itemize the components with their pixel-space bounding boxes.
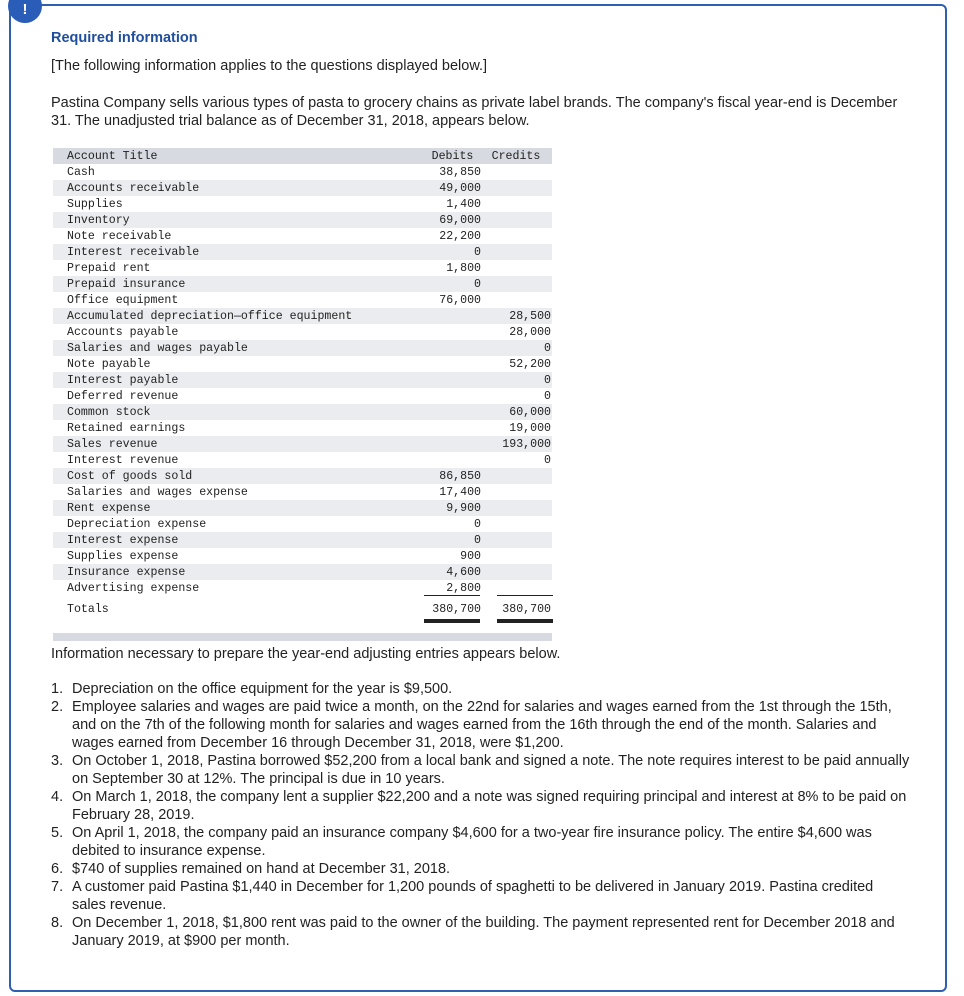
account-title-cell: Deferred revenue bbox=[67, 389, 179, 403]
credit-cell: 0 bbox=[544, 373, 551, 387]
table-row bbox=[53, 420, 552, 436]
alert-icon: ! bbox=[8, 0, 42, 23]
table-row bbox=[53, 340, 552, 356]
debit-cell: 4,600 bbox=[446, 565, 481, 579]
table-row bbox=[53, 372, 552, 388]
trial-balance-footer-bar bbox=[53, 633, 552, 641]
credit-cell: 0 bbox=[544, 453, 551, 467]
credit-cell: 0 bbox=[544, 341, 551, 355]
adjustments-list bbox=[51, 680, 911, 950]
totals-credit: 380,700 bbox=[502, 602, 551, 616]
debit-cell: 86,850 bbox=[439, 469, 481, 483]
account-title-cell: Accounts payable bbox=[67, 325, 179, 339]
table-row bbox=[53, 484, 552, 500]
account-title-cell: Rent expense bbox=[67, 501, 151, 515]
list-item-number: 3. bbox=[51, 753, 64, 769]
list-item-number: 2. bbox=[51, 699, 64, 715]
list-item-text: On March 1, 2018, the company lent a supplier $22,200 and a note was signed requiring principal and interest at 8% to be paid on February 28, 2019. bbox=[72, 789, 907, 823]
debit-cell: 0 bbox=[474, 533, 481, 547]
credit-cell: 0 bbox=[544, 389, 551, 403]
debit-cell: 69,000 bbox=[439, 213, 481, 227]
table-row bbox=[53, 580, 552, 596]
credit-cell: 52,200 bbox=[509, 357, 551, 371]
debit-cell: 2,800 bbox=[446, 581, 481, 595]
credit-total-double-rule bbox=[497, 619, 553, 623]
account-title-cell: Sales revenue bbox=[67, 437, 158, 451]
table-row bbox=[53, 468, 552, 484]
credit-total-rule bbox=[497, 595, 553, 596]
table-row bbox=[53, 404, 552, 420]
account-title-cell: Interest receivable bbox=[67, 245, 200, 259]
table-row bbox=[53, 212, 552, 228]
trial-balance-table bbox=[53, 148, 552, 622]
table-row bbox=[53, 244, 552, 260]
list-item-text: On December 1, 2018, $1,800 rent was paid to the owner of the building. The payment represented rent for December 2018 and January 2019, at $900 per month. bbox=[72, 915, 895, 949]
list-item-number: 7. bbox=[51, 879, 64, 895]
account-title-cell: Cost of goods sold bbox=[67, 469, 193, 483]
list-item-text: On October 1, 2018, Pastina borrowed $52,200 from a local bank and signed a note. The note requires interest to be paid annually on September 30 at 12%. The principal is due in 10 years. bbox=[72, 753, 910, 787]
header-credits: Credits bbox=[491, 149, 541, 163]
debit-cell: 1,800 bbox=[446, 261, 481, 275]
debit-cell: 9,900 bbox=[446, 501, 481, 515]
table-row bbox=[53, 308, 552, 324]
credit-cell: 28,000 bbox=[509, 325, 551, 339]
list-item bbox=[51, 824, 911, 860]
table-row bbox=[53, 500, 552, 516]
table-row bbox=[53, 388, 552, 404]
account-title-cell: Retained earnings bbox=[67, 421, 186, 435]
table-row bbox=[53, 196, 552, 212]
credit-cell: 28,500 bbox=[509, 309, 551, 323]
account-title-cell: Salaries and wages expense bbox=[67, 485, 248, 499]
table-row bbox=[53, 516, 552, 532]
debit-cell: 38,850 bbox=[439, 165, 481, 179]
table-row bbox=[53, 564, 552, 580]
credit-cell: 19,000 bbox=[509, 421, 551, 435]
debit-cell: 1,400 bbox=[446, 197, 481, 211]
list-item-text: Depreciation on the office equipment for the year is $9,500. bbox=[72, 681, 453, 697]
table-row bbox=[53, 228, 552, 244]
totals-label: Totals bbox=[67, 602, 109, 616]
list-item bbox=[51, 698, 911, 752]
table-row bbox=[53, 180, 552, 196]
header-debits: Debits bbox=[431, 149, 474, 163]
list-item bbox=[51, 788, 911, 824]
account-title-cell: Inventory bbox=[67, 213, 130, 227]
table-row bbox=[53, 164, 552, 180]
account-title-cell: Interest payable bbox=[67, 373, 179, 387]
list-item-text: A customer paid Pastina $1,440 in December for 1,200 pounds of spaghetti to be delivered in January 2019. Pastina credited sales revenue. bbox=[72, 879, 874, 913]
account-title-cell: Supplies bbox=[67, 197, 123, 211]
table-row bbox=[53, 260, 552, 276]
credit-cell: 193,000 bbox=[502, 437, 551, 451]
account-title-cell: Note receivable bbox=[67, 229, 172, 243]
list-item bbox=[51, 878, 911, 914]
debit-cell: 0 bbox=[474, 517, 481, 531]
debit-total-double-rule bbox=[424, 619, 480, 623]
table-row bbox=[53, 276, 552, 292]
debit-total-rule bbox=[424, 595, 480, 596]
account-title-cell: Note payable bbox=[67, 357, 151, 371]
list-item-text: On April 1, 2018, the company paid an insurance company $4,600 for a two-year fire insurance policy. The entire $4,600 was debited to insurance expense. bbox=[72, 825, 872, 859]
table-row bbox=[53, 548, 552, 564]
account-title-cell: Accounts receivable bbox=[67, 181, 200, 195]
table-row bbox=[53, 436, 552, 452]
list-item-number: 8. bbox=[51, 915, 64, 931]
list-item-number: 5. bbox=[51, 825, 64, 841]
account-title-cell: Office equipment bbox=[67, 293, 179, 307]
account-title-cell: Salaries and wages payable bbox=[67, 341, 248, 355]
list-item-number: 4. bbox=[51, 789, 64, 805]
list-item bbox=[51, 752, 911, 788]
account-title-cell: Prepaid rent bbox=[67, 261, 151, 275]
account-title-cell: Interest expense bbox=[67, 533, 179, 547]
debit-cell: 22,200 bbox=[439, 229, 481, 243]
debit-cell: 49,000 bbox=[439, 181, 481, 195]
account-title-cell: Prepaid insurance bbox=[67, 277, 186, 291]
list-item bbox=[51, 860, 911, 878]
debit-cell: 900 bbox=[460, 549, 481, 563]
list-item-text: Employee salaries and wages are paid twice a month, on the 22nd for salaries and wages earned from the 1st through the 15th, and on the 7th of the following month for salaries and wages earned from the 16th through the end of the month. Salaries and wages earned from December 16 through December 31, 2018, were $1,200. bbox=[72, 699, 892, 751]
list-item-number: 1. bbox=[51, 681, 64, 697]
required-information-heading: Required information bbox=[51, 30, 198, 46]
account-title-cell: Accumulated depreciation—office equipment bbox=[67, 309, 353, 323]
table-row bbox=[53, 324, 552, 340]
table-row bbox=[53, 452, 552, 468]
debit-cell: 76,000 bbox=[439, 293, 481, 307]
table-row bbox=[53, 356, 552, 372]
adjustments-intro: Information necessary to prepare the year-end adjusting entries appears below. bbox=[51, 646, 561, 662]
account-title-cell: Insurance expense bbox=[67, 565, 186, 579]
debit-cell: 17,400 bbox=[439, 485, 481, 499]
account-title-cell: Depreciation expense bbox=[67, 517, 207, 531]
account-title-cell: Supplies expense bbox=[67, 549, 179, 563]
company-intro: Pastina Company sells various types of pasta to grocery chains as private label brands. The company's fiscal year-end is December 31. The unadjusted trial balance as of December 31, 2018, appears below. bbox=[51, 95, 898, 129]
account-title-cell: Advertising expense bbox=[67, 581, 200, 595]
list-item bbox=[51, 680, 911, 698]
header-account-title: Account Title bbox=[67, 149, 158, 163]
list-item bbox=[51, 914, 911, 950]
table-row bbox=[53, 532, 552, 548]
account-title-cell: Cash bbox=[67, 165, 95, 179]
debit-cell: 0 bbox=[474, 277, 481, 291]
credit-cell: 60,000 bbox=[509, 405, 551, 419]
account-title-cell: Common stock bbox=[67, 405, 151, 419]
list-item-text: $740 of supplies remained on hand at December 31, 2018. bbox=[72, 861, 451, 877]
account-title-cell: Interest revenue bbox=[67, 453, 179, 467]
debit-cell: 0 bbox=[474, 245, 481, 259]
totals-debit: 380,700 bbox=[432, 602, 481, 616]
trial-balance-header bbox=[53, 148, 552, 164]
table-row bbox=[53, 292, 552, 308]
list-item-number: 6. bbox=[51, 861, 64, 877]
applies-note: [The following information applies to the questions displayed below.] bbox=[51, 58, 488, 74]
